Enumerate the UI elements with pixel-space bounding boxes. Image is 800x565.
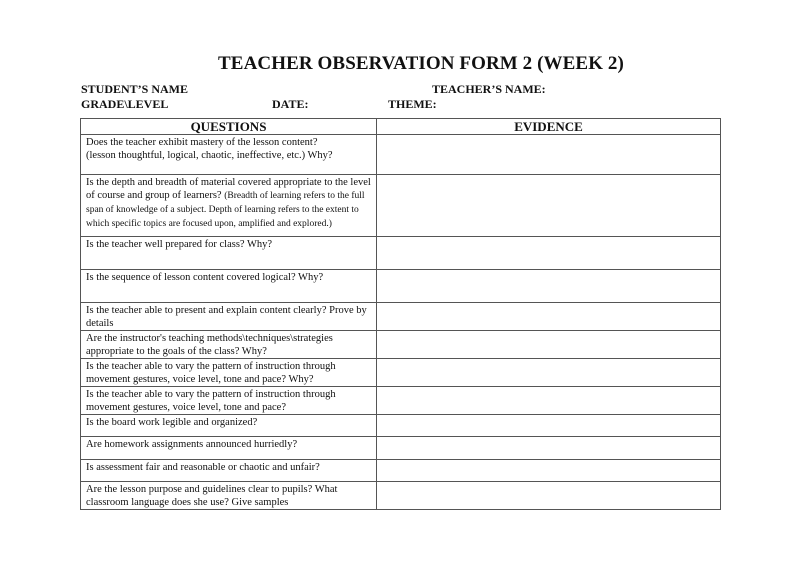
form-title: TEACHER OBSERVATION FORM 2 (WEEK 2)	[218, 53, 624, 74]
question-cell: Is the teacher able to vary the pattern of instruction through movement gestures, voice level, tone and pace? Why?	[81, 359, 377, 387]
evidence-cell[interactable]	[377, 175, 721, 237]
evidence-cell[interactable]	[377, 270, 721, 303]
grade-level-label: GRADE\LEVEL	[81, 97, 169, 111]
question-cell	[81, 135, 377, 175]
question-cell: Is the teacher well prepared for class? Why?	[81, 237, 377, 270]
table-row	[81, 387, 721, 415]
question-cell: Are the lesson purpose and guidelines clear to pupils? What classroom language does she use? Give samples	[81, 482, 377, 510]
evidence-cell[interactable]	[377, 331, 721, 359]
student-name-label: STUDENT’S NAME	[81, 82, 189, 96]
table-row	[81, 460, 721, 482]
evidence-cell[interactable]	[377, 359, 721, 387]
table-row	[81, 237, 721, 270]
question-text: Does the teacher exhibit mastery of the lesson content?	[86, 137, 318, 148]
evidence-cell[interactable]	[377, 387, 721, 415]
evidence-cell[interactable]	[377, 135, 721, 175]
question-text: Is the depth and breadth of material covered appropriate to the level of course and group of learners?	[86, 177, 371, 201]
question-cell: Is the teacher able to present and explain content clearly? Prove by details	[81, 303, 377, 331]
table-row	[81, 331, 721, 359]
evidence-cell[interactable]	[377, 460, 721, 482]
evidence-cell[interactable]	[377, 415, 721, 437]
question-detail: (lesson thoughtful, logical, chaotic, ineffective, etc.) Why?	[86, 150, 333, 161]
table-row	[81, 437, 721, 460]
evidence-cell[interactable]	[377, 237, 721, 270]
teacher-name-label: TEACHER’S NAME:	[432, 82, 546, 96]
question-cell: Are the instructor's teaching methods\techniques\strategies appropriate to the goals of the class? Why?	[81, 331, 377, 359]
table-row	[81, 482, 721, 510]
question-cell: Is the board work legible and organized?	[81, 415, 377, 437]
table-row	[81, 415, 721, 437]
question-cell: Is assessment fair and reasonable or chaotic and unfair?	[81, 460, 377, 482]
observation-table	[80, 118, 721, 510]
question-cell: Is the teacher able to vary the pattern of instruction through movement gestures, voice level, tone and pace?	[81, 387, 377, 415]
table-row	[81, 135, 721, 175]
evidence-header: EVIDENCE	[377, 119, 721, 135]
question-cell	[81, 175, 377, 237]
evidence-cell[interactable]	[377, 482, 721, 510]
question-detail: (Breadth of learning refers to the full span of knowledge of a subject. Depth of learning refers to the extent to which specific topics are focused upon, amplified and explored.)	[86, 191, 365, 229]
questions-header: QUESTIONS	[81, 119, 377, 135]
table-row	[81, 359, 721, 387]
question-cell: Is the sequence of lesson content covered logical? Why?	[81, 270, 377, 303]
table-header-row	[81, 119, 721, 135]
theme-label: THEME:	[388, 97, 437, 111]
table-row	[81, 175, 721, 237]
question-cell: Are homework assignments announced hurriedly?	[81, 437, 377, 460]
table-row	[81, 270, 721, 303]
table-row	[81, 303, 721, 331]
evidence-cell[interactable]	[377, 303, 721, 331]
evidence-cell[interactable]	[377, 437, 721, 460]
date-label: DATE:	[272, 97, 309, 111]
